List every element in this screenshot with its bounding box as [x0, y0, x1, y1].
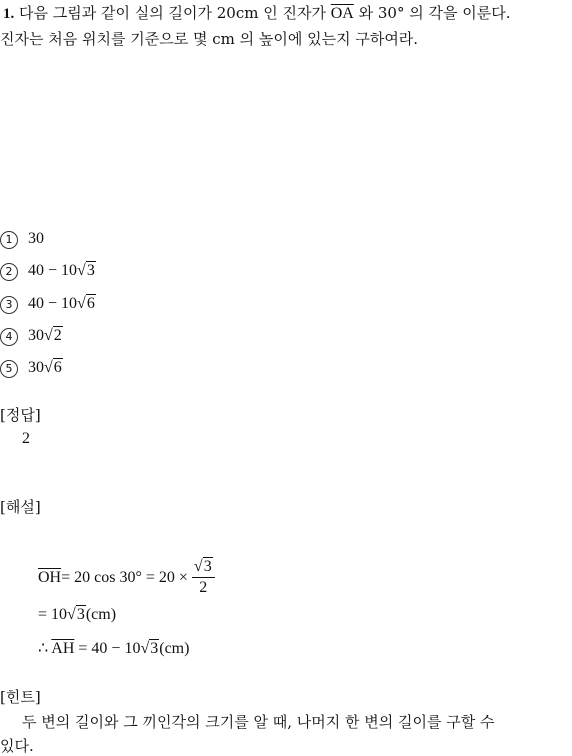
question-text-1a: 다음 그림과 같이 실의 길이가 20cm 인 진자가: [19, 4, 331, 22]
choice-1[interactable]: [0, 229, 44, 249]
hint-label: [힌트]: [0, 688, 41, 706]
choice-radicand: 6: [53, 359, 62, 376]
sqrt-symbol: √: [140, 640, 150, 657]
solution-line-2: [38, 606, 116, 624]
choice-value: 30: [28, 230, 44, 247]
question-line-2: 진자는 처음 위치를 기준으로 몇 cm 의 높이에 있는지 구하여라.: [0, 30, 419, 48]
choice-value: 30: [28, 359, 44, 376]
fraction: [192, 557, 215, 598]
question-number: 1.: [3, 6, 15, 22]
solution-eq-3: = 40 − 10: [74, 640, 141, 657]
choice-marker-3: 3: [0, 296, 18, 314]
choice-marker-1: 1: [0, 231, 18, 249]
choice-4[interactable]: [0, 326, 63, 346]
choice-3[interactable]: [0, 294, 96, 314]
hint-line-2: 있다.: [0, 737, 34, 755]
choice-2[interactable]: [0, 261, 96, 281]
choice-value: 40 − 10: [28, 295, 78, 312]
answer-value: 2: [22, 430, 30, 447]
choice-marker-5: 5: [0, 360, 18, 378]
choice-value: 40 − 10: [28, 262, 78, 279]
radicand: 3: [76, 606, 85, 623]
unit: (cm): [85, 606, 117, 623]
choice-marker-4: 4: [0, 328, 18, 346]
radicand: 3: [150, 640, 159, 657]
choice-radicand: 2: [53, 327, 62, 344]
question-text-1b: 와 30° 의 각을 이룬다.: [353, 4, 511, 22]
unit: (cm): [159, 640, 190, 657]
sqrt-symbol: √: [44, 359, 53, 376]
radicand: 3: [203, 558, 212, 575]
choice-value: 30: [28, 327, 44, 344]
choice-radicand: 3: [86, 262, 95, 279]
answer-label: [정답]: [0, 406, 41, 424]
fraction-denominator: 2: [199, 579, 208, 596]
segment-oa: $\overline{OA}$: [330, 5, 354, 22]
sqrt-symbol: √: [193, 558, 203, 575]
therefore: ∴: [38, 640, 52, 657]
fraction-numerator: [192, 557, 215, 578]
sqrt-symbol: √: [77, 295, 86, 312]
sqrt-symbol: √: [44, 327, 53, 344]
hint-line-1: 두 변의 길이와 그 끼인각의 크기를 알 때, 나머지 한 변의 길이를 구할 수: [22, 713, 495, 731]
choice-marker-2: 2: [0, 263, 18, 281]
choice-5[interactable]: [0, 358, 63, 378]
solution-line-3: [38, 638, 189, 658]
sqrt-symbol: √: [77, 262, 86, 279]
sqrt-symbol: √: [67, 606, 76, 623]
solution-eq-1: = 20 cos 30° = 20 ×: [61, 568, 188, 586]
solution-line-1: [38, 557, 215, 598]
solution-label: [해설]: [0, 498, 41, 516]
choice-radicand: 6: [86, 295, 95, 312]
question-line-1: [3, 2, 510, 23]
segment-oh: $\overline{OH}$: [38, 568, 62, 586]
solution-eq-2: = 10: [38, 606, 68, 623]
segment-ah: $\overline{AH}$: [51, 640, 75, 657]
